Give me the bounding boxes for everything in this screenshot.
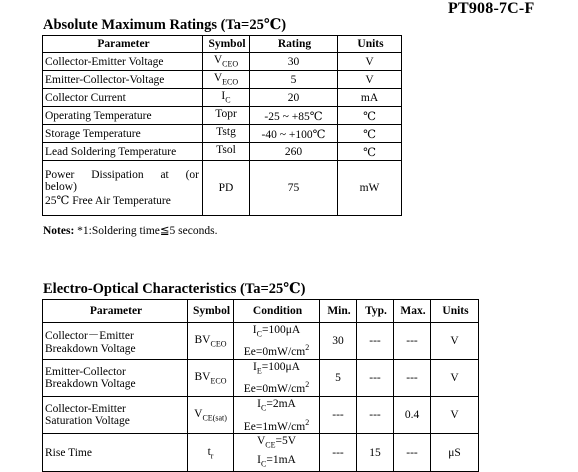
condition-cell (234, 360, 320, 397)
symbol-cell: PD (203, 161, 250, 216)
table-row (43, 89, 402, 107)
notes-text: *1:Soldering time≦5 seconds. (74, 225, 218, 237)
header-symbol: Symbol (203, 36, 250, 53)
symbol-cell (203, 143, 250, 161)
table-row (43, 397, 479, 434)
cond-sup: 2 (305, 380, 310, 390)
cond-sub: E (256, 366, 262, 376)
units-cell: V (431, 323, 479, 360)
header-rating: Rating (250, 36, 338, 53)
header-symbol: Symbol (188, 300, 234, 323)
cond-rest: =1mA (266, 453, 296, 466)
symbol-sub: C (225, 95, 231, 105)
word: (or (185, 169, 199, 181)
parameter-cell (43, 161, 203, 216)
units-cell: μS (431, 434, 479, 472)
max-cell: --- (394, 360, 431, 397)
table-row (43, 323, 479, 360)
cond-sup: 2 (305, 343, 310, 353)
electro-optical-header-row (43, 300, 479, 323)
symbol-main: V (213, 72, 223, 85)
symbol-main: Tsol (216, 144, 236, 157)
header-condition: Condition (234, 300, 320, 323)
header-units: Units (431, 300, 479, 323)
cond-main: Ee=1mW/cm (243, 420, 306, 433)
units-cell: ℃ (338, 107, 402, 125)
notes-label: Notes: (43, 225, 75, 237)
notes (43, 223, 217, 237)
symbol-main: BV (194, 333, 211, 346)
cond-sub: C (256, 329, 262, 339)
units-cell: mA (338, 89, 402, 107)
cond-main: Ee=0mW/cm (243, 346, 306, 359)
table-row (43, 71, 402, 89)
cond-main: I (257, 453, 261, 466)
symbol-main: Topr (215, 108, 237, 121)
condition-cell (234, 434, 320, 472)
electro-optical-table (42, 299, 479, 472)
cond-sub: CE (265, 440, 276, 450)
units-cell: mW (338, 161, 402, 216)
rating-cell: 260 (250, 143, 338, 161)
table-row (43, 161, 402, 216)
units-cell: V (338, 71, 402, 89)
units-cell: V (338, 53, 402, 71)
symbol-main: V (194, 408, 203, 421)
cond-rest: =2mA (266, 398, 296, 411)
parameter-line1: Collector－Emitter (45, 330, 134, 343)
symbol-sub: r (210, 450, 214, 460)
condition-cell (234, 323, 320, 360)
parameter-cell: Emitter-Collector-Voltage (43, 71, 203, 89)
symbol-sub: CEO (210, 339, 227, 349)
typ-cell: --- (357, 397, 394, 434)
parameter-cell: Collector-Emitter Voltage (43, 53, 203, 71)
symbol-main: I (221, 90, 226, 103)
max-cell: --- (394, 434, 431, 472)
condition-line2 (234, 378, 319, 396)
table-row (43, 434, 479, 472)
word: Dissipation (91, 169, 144, 181)
cond-sub: C (261, 458, 267, 468)
part-number: PT908-7C-F (448, 0, 535, 17)
header-parameter: Parameter (43, 36, 203, 53)
cond-main: I (257, 398, 261, 411)
table-row (43, 360, 479, 397)
parameter-cell: Storage Temperature (43, 125, 203, 143)
parameter-line1: Collector-Emitter (45, 403, 126, 416)
condition-line1 (234, 360, 319, 378)
typ-cell: 15 (357, 434, 394, 472)
rating-cell: -25 ~ +85℃ (250, 107, 338, 125)
condition-line2 (234, 453, 319, 471)
rating-cell: 30 (250, 53, 338, 71)
abs-max-table (42, 35, 402, 216)
units-cell: V (431, 397, 479, 434)
units-cell: ℃ (338, 143, 402, 161)
symbol-cell (188, 360, 234, 397)
power-dissipation-line3: 25℃ Free Air Temperature (45, 195, 171, 207)
min-cell: --- (320, 397, 357, 434)
abs-max-header-row (43, 36, 402, 53)
header-parameter: Parameter (43, 300, 188, 323)
parameter-line2: Saturation Voltage (45, 415, 130, 428)
cond-rest: =5V (275, 435, 297, 448)
parameter-line2: Breakdown Voltage (45, 378, 136, 391)
cond-sup: 2 (305, 417, 310, 427)
header-max: Max. (394, 300, 431, 323)
symbol-cell (203, 71, 250, 89)
condition-cell (234, 397, 320, 434)
cond-rest: =100μA (261, 361, 300, 374)
symbol-cell (203, 125, 250, 143)
max-cell: 0.4 (394, 397, 431, 434)
condition-line1 (234, 434, 319, 452)
parameter-cell: Lead Soldering Temperature (43, 143, 203, 161)
symbol-main: t (207, 445, 211, 458)
word: Power (45, 169, 75, 181)
parameter-line2: Breakdown Voltage (45, 343, 136, 356)
symbol-sub: CEO (222, 59, 239, 69)
symbol-main: Tstg (216, 126, 236, 139)
cond-main: I (252, 324, 257, 336)
condition-line2 (234, 416, 319, 434)
cond-main: I (253, 361, 257, 374)
parameter-cell: Collector Current (43, 89, 203, 107)
min-cell: --- (320, 434, 357, 472)
symbol-sub: ECO (222, 77, 239, 87)
symbol-cell (188, 323, 234, 360)
table-row (43, 107, 402, 125)
symbol-main: V (213, 54, 223, 67)
rating-cell: 20 (250, 89, 338, 107)
header-typ: Typ. (357, 300, 394, 323)
symbol-cell (203, 89, 250, 107)
min-cell: 30 (320, 323, 357, 360)
header-units: Units (338, 36, 402, 53)
table-row (43, 53, 402, 71)
max-cell: --- (394, 323, 431, 360)
symbol-cell (203, 53, 250, 71)
condition-line2 (234, 341, 319, 359)
cond-main: V (256, 435, 266, 448)
condition-line1 (234, 397, 319, 415)
units-cell: ℃ (338, 125, 402, 143)
parameter-line1: Emitter-Collector (45, 366, 126, 379)
symbol-cell (203, 107, 250, 125)
condition-line1 (234, 323, 319, 341)
symbol-sub: ECO (210, 376, 227, 386)
parameter-cell (43, 360, 188, 397)
parameter-cell (43, 323, 188, 360)
table-row (43, 143, 402, 161)
symbol-main: BV (194, 371, 211, 384)
parameter-line1: Rise Time (45, 446, 92, 459)
word: at (160, 169, 169, 181)
electro-optical-title: Electro-Optical Characteristics (Ta=25℃) (43, 281, 306, 297)
units-cell: V (431, 360, 479, 397)
symbol-cell (188, 397, 234, 434)
cond-rest: =100μA (261, 324, 301, 336)
cond-sub: C (261, 403, 267, 413)
header-min: Min. (320, 300, 357, 323)
cond-main: Ee=0mW/cm (243, 383, 306, 396)
parameter-cell: Operating Temperature (43, 107, 203, 125)
typ-cell: --- (357, 323, 394, 360)
parameter-cell (43, 397, 188, 434)
rating-cell: -40 ~ +100℃ (250, 125, 338, 143)
rating-cell: 5 (250, 71, 338, 89)
rating-cell: 75 (250, 161, 338, 216)
typ-cell: --- (357, 360, 394, 397)
table-row (43, 125, 402, 143)
symbol-sub: CE(sat) (202, 413, 227, 423)
min-cell: 5 (320, 360, 357, 397)
power-dissipation-line2: below) (45, 181, 77, 193)
parameter-cell (43, 434, 188, 472)
abs-max-title: Absolute Maximum Ratings (Ta=25℃) (43, 17, 287, 33)
symbol-cell (188, 434, 234, 472)
power-dissipation-line1 (45, 169, 202, 181)
